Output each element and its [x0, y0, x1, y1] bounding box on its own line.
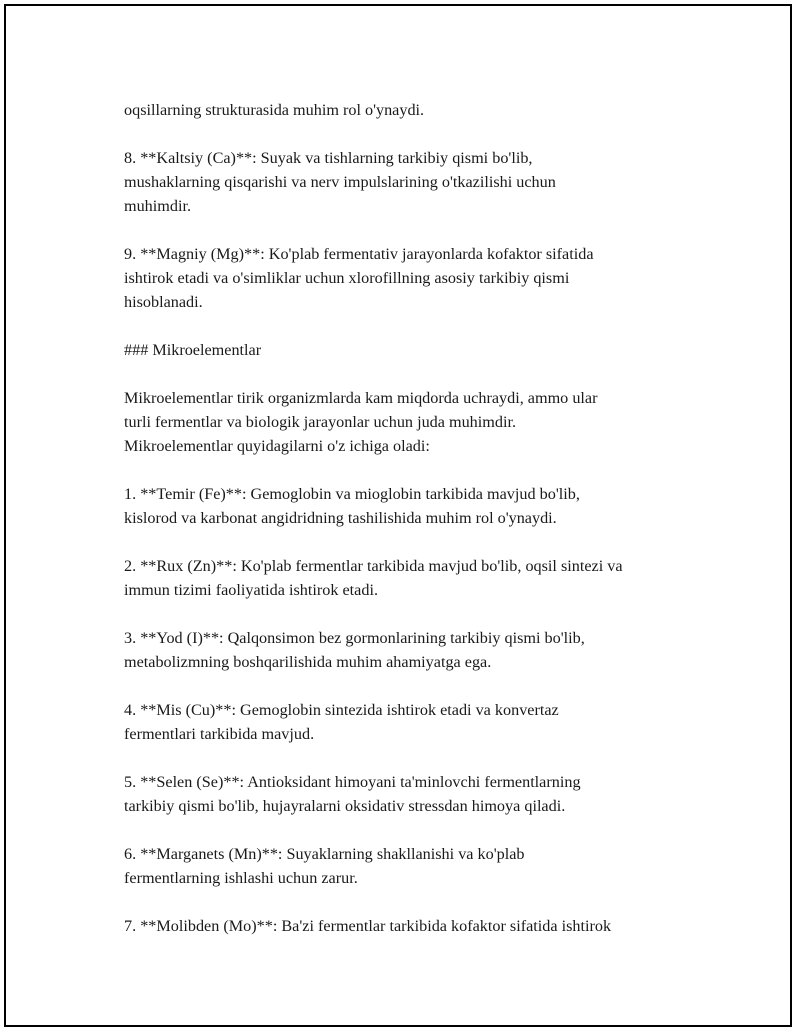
- text-line: ishtirok etadi va o'simliklar uchun xlorofillning asosiy tarkibiy qismi: [124, 269, 570, 287]
- text-line: metabolizmning boshqarilishida muhim ahamiyatga ega.: [124, 653, 492, 671]
- text-line: 8. **Kaltsiy (Ca)**: Suyak va tishlarning tarkibiy qismi bo'lib,: [124, 149, 533, 167]
- text-line: 7. **Molibden (Mo)**: Ba'zi fermentlar tarkibida kofaktor sifatida ishtirok: [124, 917, 612, 935]
- document-body: [124, 98, 724, 938]
- text-line: muhimdir.: [124, 197, 192, 215]
- text-line: Mikroelementlar tirik organizmlarda kam miqdorda uchraydi, ammo ular: [124, 389, 598, 407]
- text-line: Mikroelementlar quyidagilarni o'z ichiga oladi:: [124, 437, 430, 455]
- text-line: ### Mikroelementlar: [124, 341, 262, 359]
- paragraph: [124, 146, 724, 218]
- paragraph: [124, 770, 724, 818]
- text-line: tarkibiy qismi bo'lib, hujayralarni oksidativ stressdan himoya qiladi.: [124, 797, 566, 815]
- paragraph: [124, 842, 724, 890]
- text-line: 3. **Yod (I)**: Qalqonsimon bez gormonlarining tarkibiy qismi bo'lib,: [124, 629, 585, 647]
- text-line: 1. **Temir (Fe)**: Gemoglobin va mioglobin tarkibida mavjud bo'lib,: [124, 485, 580, 503]
- text-line: 6. **Marganets (Mn)**: Suyaklarning shakllanishi va ko'plab: [124, 845, 525, 863]
- paragraph: [124, 338, 724, 362]
- text-line: 2. **Rux (Zn)**: Ko'plab fermentlar tarkibida mavjud bo'lib, oqsil sintezi va: [124, 557, 623, 575]
- paragraph: [124, 98, 724, 122]
- paragraph: [124, 482, 724, 530]
- paragraph: [124, 554, 724, 602]
- text-line: 5. **Selen (Se)**: Antioksidant himoyani ta'minlovchi fermentlarning: [124, 773, 581, 791]
- text-line: fermentlari tarkibida mavjud.: [124, 725, 315, 743]
- paragraph: [124, 626, 724, 674]
- text-line: kislorod va karbonat angidridning tashilishida muhim rol o'ynaydi.: [124, 509, 557, 527]
- text-line: fermentlarning ishlashi uchun zarur.: [124, 869, 358, 887]
- text-line: turli fermentlar va biologik jarayonlar uchun juda muhimdir.: [124, 413, 516, 431]
- text-line: 9. **Magniy (Mg)**: Ko'plab fermentativ jarayonlarda kofaktor sifatida: [124, 245, 594, 263]
- text-line: mushaklarning qisqarishi va nerv impulslarining o'tkazilishi uchun: [124, 173, 556, 191]
- paragraph: [124, 914, 724, 938]
- text-line: 4. **Mis (Cu)**: Gemoglobin sintezida ishtirok etadi va konvertaz: [124, 701, 559, 719]
- page-frame: [4, 4, 792, 1027]
- text-line: oqsillarning strukturasida muhim rol o'ynaydi.: [124, 101, 425, 119]
- text-line: immun tizimi faoliyatida ishtirok etadi.: [124, 581, 379, 599]
- paragraph: [124, 242, 724, 314]
- text-line: hisoblanadi.: [124, 293, 203, 311]
- paragraph: [124, 698, 724, 746]
- paragraph: [124, 386, 724, 458]
